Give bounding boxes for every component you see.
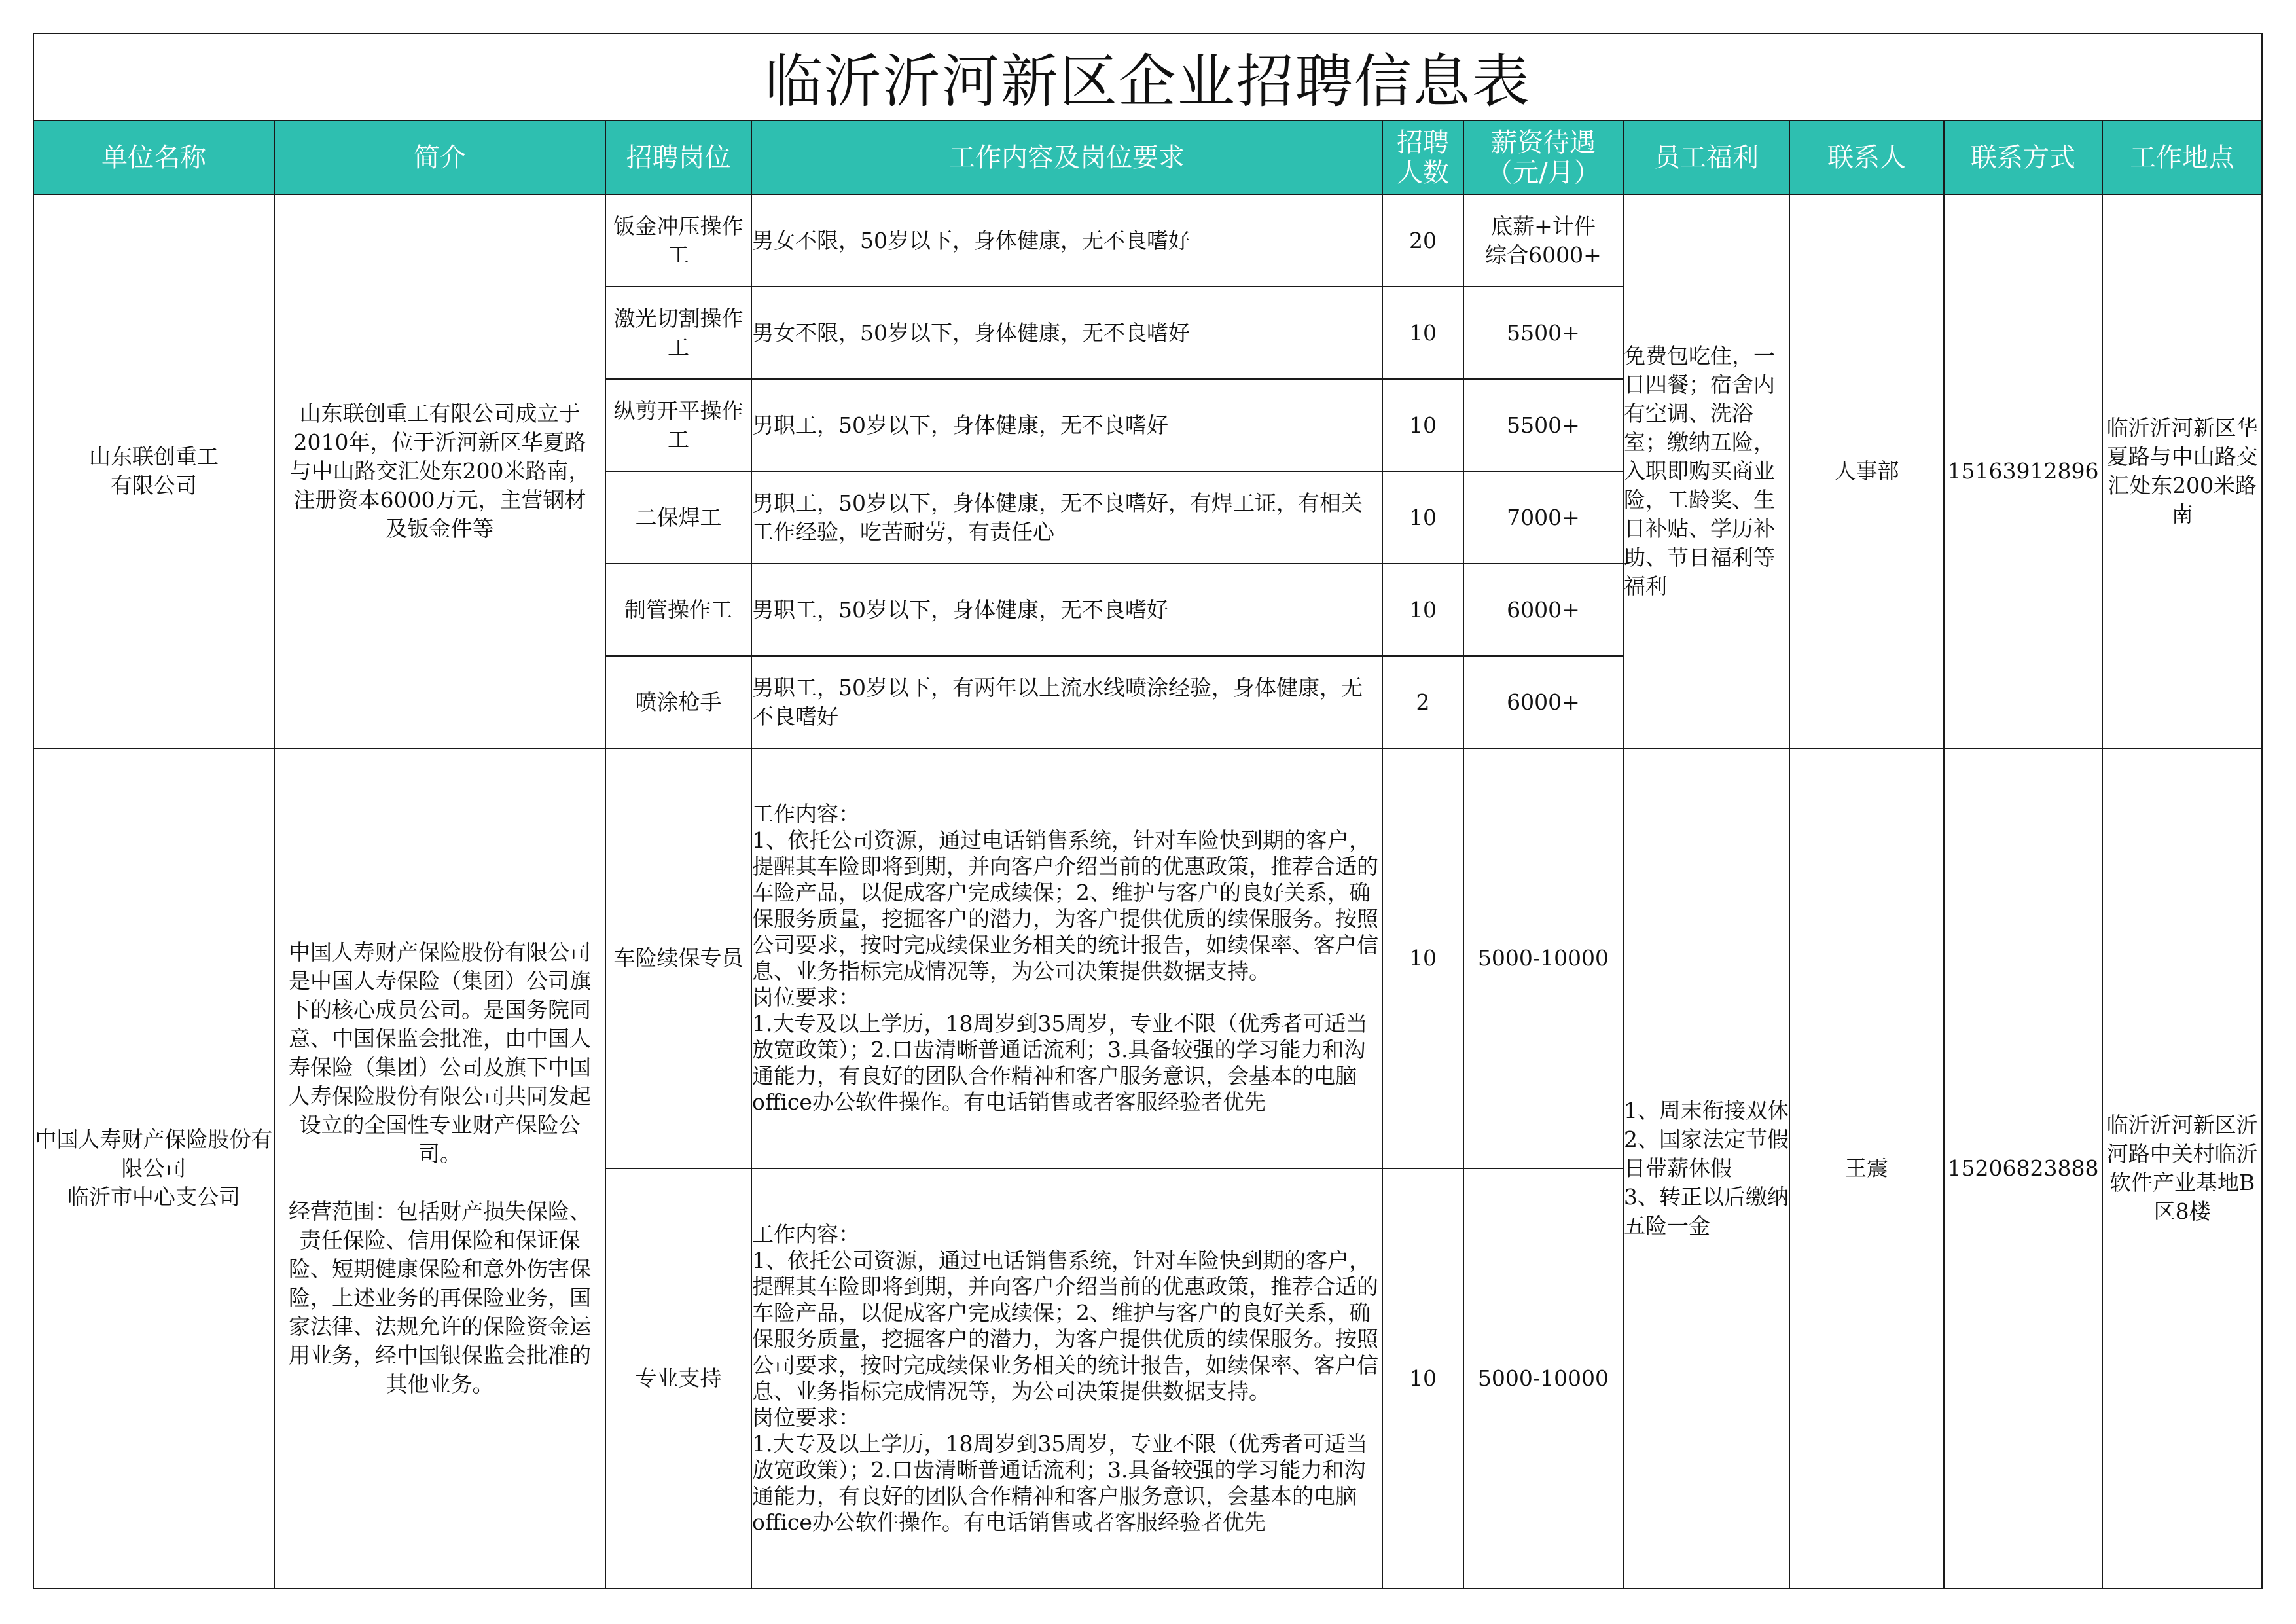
header-intro: 简介 bbox=[274, 120, 605, 194]
company-name: 中国人寿财产保险股份有限公司 临沂市中心支公司 bbox=[33, 748, 274, 1589]
job-salary: 7000+ bbox=[1463, 471, 1623, 564]
job-salary: 5500+ bbox=[1463, 287, 1623, 379]
job-requirements: 男女不限，50岁以下，身体健康，无不良嗜好 bbox=[751, 194, 1382, 287]
header-salary: 薪资待遇 （元/月） bbox=[1463, 120, 1623, 194]
company-name: 山东联创重工 有限公司 bbox=[33, 194, 274, 748]
job-salary: 底薪+计件 综合6000+ bbox=[1463, 194, 1623, 287]
company-contact: 王震 bbox=[1789, 748, 1944, 1589]
job-position: 喷涂枪手 bbox=[605, 656, 751, 748]
header-phone: 联系方式 bbox=[1944, 120, 2102, 194]
job-requirements: 工作内容： 1、依托公司资源，通过电话销售系统，针对车险快到期的客户，提醒其车险即将到期，并向客户介绍当前的优惠政策，推荐合适的车险产品，以促成客户完成续保；2、维护与客户的良好关系，确保服务质量，挖掘客户的潜力，为客户提供优质的续保服务。按照公司要求，按时完成续保业务相关的统计报告，如续保率、客户信息、业务指标完成情况等，为公司决策提供数据支持。 岗位要求： 1.大专及以上学历，18周岁到35周岁，专业不限（优秀者可适当放宽政策）；2.口齿清晰普通话流利；3.具备较强的学习能力和沟通能力，有良好的团队合作精神和客户服务意识，会基本的电脑office办公软件操作。有电话销售或者客服经验者优先 bbox=[751, 748, 1382, 1168]
job-requirements: 男职工，50岁以下，身体健康，无不良嗜好 bbox=[751, 379, 1382, 471]
company-contact: 人事部 bbox=[1789, 194, 1944, 748]
job-salary: 6000+ bbox=[1463, 564, 1623, 656]
company-benefits: 免费包吃住，一日四餐；宿舍内有空调、洗浴室；缴纳五险，入职即购买商业险，工龄奖、生日补贴、学历补助、节日福利等福利 bbox=[1623, 194, 1789, 748]
job-requirements: 男职工，50岁以下，有两年以上流水线喷涂经验，身体健康，无不良嗜好 bbox=[751, 656, 1382, 748]
page-title: 临沂沂河新区企业招聘信息表 bbox=[33, 33, 2262, 120]
company-location: 临沂沂河新区沂河路中关村临沂软件产业基地B区8楼 bbox=[2102, 748, 2262, 1589]
header-company: 单位名称 bbox=[33, 120, 274, 194]
job-salary: 5000-10000 bbox=[1463, 748, 1623, 1168]
company-phone: 15163912896 bbox=[1944, 194, 2102, 748]
header-contact: 联系人 bbox=[1789, 120, 1944, 194]
job-salary: 6000+ bbox=[1463, 656, 1623, 748]
job-position: 二保焊工 bbox=[605, 471, 751, 564]
header-position: 招聘岗位 bbox=[605, 120, 751, 194]
header-benefits: 员工福利 bbox=[1623, 120, 1789, 194]
company-location: 临沂沂河新区华夏路与中山路交汇处东200米路南 bbox=[2102, 194, 2262, 748]
header-location: 工作地点 bbox=[2102, 120, 2262, 194]
job-position: 钣金冲压操作工 bbox=[605, 194, 751, 287]
company-intro: 山东联创重工有限公司成立于2010年，位于沂河新区华夏路与中山路交汇处东200米路南，注册资本6000万元，主营钢材及钣金件等 bbox=[274, 194, 605, 748]
company-benefits: 1、周末衔接双休 2、国家法定节假日带薪休假 3、转正以后缴纳五险一金 bbox=[1623, 748, 1789, 1589]
job-salary: 5500+ bbox=[1463, 379, 1623, 471]
header-requirements: 工作内容及岗位要求 bbox=[751, 120, 1382, 194]
job-position: 制管操作工 bbox=[605, 564, 751, 656]
header-row bbox=[33, 120, 2262, 194]
job-count: 10 bbox=[1382, 471, 1463, 564]
job-requirements: 工作内容： 1、依托公司资源，通过电话销售系统，针对车险快到期的客户，提醒其车险即将到期，并向客户介绍当前的优惠政策，推荐合适的车险产品，以促成客户完成续保；2、维护与客户的良好关系，确保服务质量，挖掘客户的潜力，为客户提供优质的续保服务。按照公司要求，按时完成续保业务相关的统计报告，如续保率、客户信息、业务指标完成情况等，为公司决策提供数据支持。 岗位要求： 1.大专及以上学历，18周岁到35周岁，专业不限（优秀者可适当放宽政策）；2.口齿清晰普通话流利；3.具备较强的学习能力和沟通能力，有良好的团队合作精神和客户服务意识，会基本的电脑office办公软件操作。有电话销售或者客服经验者优先 bbox=[751, 1168, 1382, 1589]
table-row bbox=[33, 194, 2262, 287]
job-count: 10 bbox=[1382, 287, 1463, 379]
job-requirements: 男职工，50岁以下，身体健康，无不良嗜好 bbox=[751, 564, 1382, 656]
table-row bbox=[33, 748, 2262, 1168]
company-intro: 中国人寿财产保险股份有限公司是中国人寿保险（集团）公司旗下的核心成员公司。是国务院同意、中国保监会批准，由中国人寿保险（集团）公司及旗下中国人寿保险股份有限公司共同发起设立的全国性专业财产保险公司。 经营范围：包括财产损失保险、责任保险、信用保险和保证保险、短期健康保险和意外伤害保险，上述业务的再保险业务，国家法律、法规允许的保险资金运用业务，经中国银保监会批准的其他业务。 bbox=[274, 748, 605, 1589]
job-position: 车险续保专员 bbox=[605, 748, 751, 1168]
job-requirements: 男职工，50岁以下，身体健康，无不良嗜好，有焊工证，有相关工作经验，吃苦耐劳，有责任心 bbox=[751, 471, 1382, 564]
job-count: 10 bbox=[1382, 564, 1463, 656]
job-position: 纵剪开平操作工 bbox=[605, 379, 751, 471]
job-salary: 5000-10000 bbox=[1463, 1168, 1623, 1589]
job-count: 20 bbox=[1382, 194, 1463, 287]
job-position: 专业支持 bbox=[605, 1168, 751, 1589]
job-requirements: 男女不限，50岁以下，身体健康，无不良嗜好 bbox=[751, 287, 1382, 379]
job-position: 激光切割操作工 bbox=[605, 287, 751, 379]
company-phone: 15206823888 bbox=[1944, 748, 2102, 1589]
job-count: 10 bbox=[1382, 379, 1463, 471]
job-count: 10 bbox=[1382, 748, 1463, 1168]
job-count: 2 bbox=[1382, 656, 1463, 748]
job-count: 10 bbox=[1382, 1168, 1463, 1589]
header-count: 招聘 人数 bbox=[1382, 120, 1463, 194]
recruitment-table bbox=[33, 33, 2263, 1589]
